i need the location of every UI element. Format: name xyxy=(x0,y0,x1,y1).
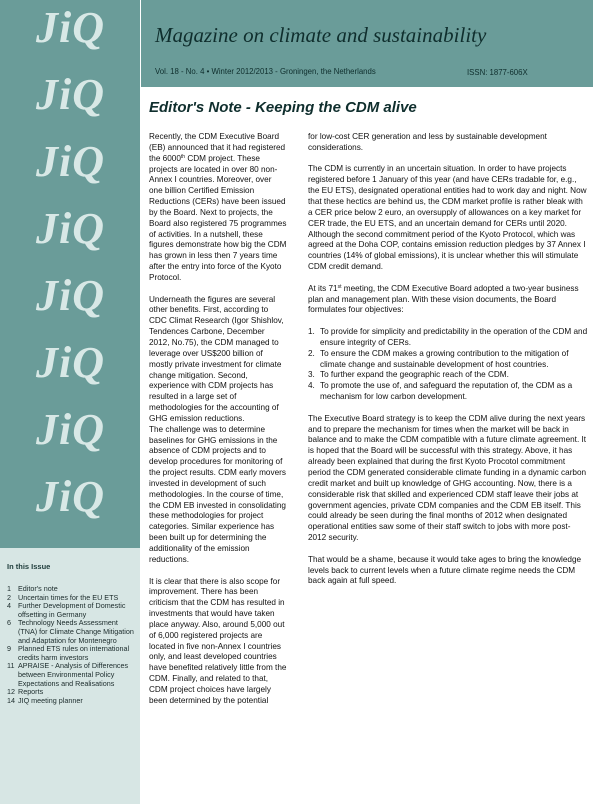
paragraph: The challenge was to determine baselines for GHG emissions in the absence of CDM projects and to develop procedures for monitoring of the project results. CDM early movers invested in development of such methodologies. In the course of time, the CDM EB invested in consolidating these methodologies for project categories. Similar experience has been built up for determining the additionality of the emission reductions. xyxy=(149,424,286,564)
paragraph xyxy=(149,132,287,284)
toc-title: Further Development of Domestic offsetting in Germany xyxy=(18,601,126,619)
paragraph: Underneath the figures are several other benefits. First, according to CDC Climat Research (Igor Shishlov, Tendences Carbone, December 2012, No.75), the CDM managed to leverage over US$200 billion of mostly private investment for climate change mitigation. Second, experience with CDM projects has resulted in a large set of methodologies for the accounting of GHG emission reductions. xyxy=(149,294,284,423)
objective-item xyxy=(308,381,588,403)
toc-page-number: 6 xyxy=(7,618,11,628)
in-this-issue-title: In this Issue xyxy=(7,562,51,571)
article-column-2 xyxy=(308,132,588,598)
toc-title: Technology Needs Assessment (TNA) for Climate Change Mitigation and Adaptation for Montenegro xyxy=(18,618,134,645)
paragraph xyxy=(308,284,588,317)
table-of-contents xyxy=(7,585,134,705)
objective-number: 4. xyxy=(308,381,315,391)
objective-number: 3. xyxy=(308,370,315,380)
heading-subtitle: - Keeping the CDM alive xyxy=(241,99,417,116)
paragraph: for low-cost CER generation and less by sustainable development considerations. xyxy=(308,132,547,152)
objective-number: 2. xyxy=(308,348,315,358)
superscript: th xyxy=(180,153,186,160)
superscript: st xyxy=(337,283,342,290)
toc-page-number: 4 xyxy=(7,601,11,611)
editors-note-heading xyxy=(149,99,417,116)
text-run: meeting, the CDM Executive Board adopted a two-year business plan and management plan. With these vision documents, the Board formulates four objectives: xyxy=(308,283,579,315)
objective-item xyxy=(308,327,588,349)
toc-title: Editor's note xyxy=(18,584,58,593)
toc-page-number: 1 xyxy=(7,584,11,593)
objective-text: To promote the use of, and safeguard the reputation of, the CDM as a mechanism for low carbon development. xyxy=(320,381,573,402)
toc-page-number: 9 xyxy=(7,644,11,654)
toc-title: JIQ meeting planner xyxy=(18,695,83,705)
objective-text: To provide for simplicity and predictability in the operation of the CDM and ensure integrity of CERs. xyxy=(320,327,588,347)
logo-jiq: JiQ xyxy=(36,3,105,52)
masthead xyxy=(141,0,593,87)
logo-jiq: JiQ xyxy=(36,204,105,253)
toc-page-number: 11 xyxy=(7,661,15,671)
in-this-issue-box xyxy=(0,548,140,804)
issue-info: Vol. 18 - No. 4 • Winter 2012/2013 - Groningen, the Netherlands xyxy=(155,67,376,76)
text-run: CDM project. These projects are located in over 80 non-Annex I countries. Moreover, over one billion Certified Emission Reductions (CERs) have been issued by the Board. Next to projects, the Board also registered 75 programmes of activities. In a nutshell, these figures demonstrate how big the CDM has grown in less then 7 years time after the entry into force of the Kyoto Protocol. xyxy=(149,153,287,282)
article-column-1 xyxy=(149,132,287,717)
toc-item xyxy=(7,662,134,688)
toc-item xyxy=(7,697,134,706)
toc-title: Uncertain times for the EU ETS xyxy=(18,592,119,602)
objective-item xyxy=(308,349,588,371)
toc-page-number: 2 xyxy=(7,592,11,602)
logo-jiq: JiQ xyxy=(36,472,105,521)
toc-item xyxy=(7,602,134,619)
objective-item xyxy=(308,370,588,381)
logo-jiq: JiQ xyxy=(36,338,105,387)
text-run: Recently, the CDM Executive Board (EB) announced that it had registered the 6000 xyxy=(149,132,286,163)
paragraph: The Executive Board strategy is to keep the CDM alive during the next years and to prepare the mechanism for times when the market will be back in balance and to make the CDM compatible with a future climate agreement. It is hoped that the Board will be successful with this strategy. Above, it has already been explained that during the first Kyoto Procotol commitment period the CDM generated considerable climate funding in a dynamic carbon credit market and built up knowledge of GHG accounting. Now, there is a considerable risk that skilled and experienced CDM staff leave their jobs at government agencies, private CDM companies and the CDM EB itself. This could already be seen during the final months of 2012 when designated operational entities saw some of their staff switch to jobs with more post-2012 security. xyxy=(308,413,587,543)
logo-jiq: JiQ xyxy=(36,137,105,186)
objective-text: To ensure the CDM makes a growing contribution to the mitigation of climate change and sustainable development of host countries. xyxy=(320,348,569,369)
objective-text: To further expand the geographic reach of the CDM. xyxy=(320,370,509,380)
toc-title: APRAISE - Analysis of Differences between Environmental Policy Expectations and Realisations xyxy=(18,661,129,688)
toc-title: Planned ETS rules on international credits harm investors xyxy=(18,644,130,662)
toc-item xyxy=(7,619,134,645)
logo-jiq: JiQ xyxy=(36,405,105,454)
toc-item xyxy=(7,645,134,662)
objective-number: 1. xyxy=(308,327,315,337)
logo-jiq: JiQ xyxy=(36,70,105,119)
toc-page-number: 14 xyxy=(7,695,15,705)
paragraph: The CDM is currently in an uncertain situation. In order to have projects registered before 1 January of this year (and have CERs tradable for, e.g., the EU ETS), designated operational entities had to work day and night. Now that these hectics are behind us, the CDM market profile is rather bleak with a CER price below 2 euro, an oversupply of allowances on a key market for CER trade, the EU ETS, and an uncertain demand for CERs until 2020. Although the second commitment period of the Kyoto Protocol, which was agreed at the Doha COP, contains emission reduction pledges by 37 Annex I countries (14% of global emissions), it is unclear whether this will stimulate CDM credit demand. xyxy=(308,164,587,272)
objectives-list xyxy=(308,327,588,403)
text-run: At its 71 xyxy=(308,283,338,293)
toc-title: Reports xyxy=(18,687,44,697)
paragraph: That would be a shame, because it would take ages to bring the knowledge levels back to current levels when a future climate regime needs the CDM back again at full speed. xyxy=(308,554,582,586)
sidebar xyxy=(0,0,140,804)
issn-label: ISSN: 1877-606X xyxy=(467,68,528,77)
logo-jiq: JiQ xyxy=(36,271,105,320)
heading-lead: Editor's Note xyxy=(149,99,242,116)
paragraph: It is clear that there is also scope for improvement. There has been criticism that the CDM has resulted in investments that would have taken place anyway. Also, around 5,000 out of 6,000 registered projects are located in five non-Annex I countries only, and least developed countries have benefited relatively little from the CDM. Finally, and related to that, CDM project choices have largely been determined by the potential xyxy=(149,576,287,705)
toc-page-number: 12 xyxy=(7,687,15,697)
magazine-title: Magazine on climate and sustainability xyxy=(155,23,487,47)
